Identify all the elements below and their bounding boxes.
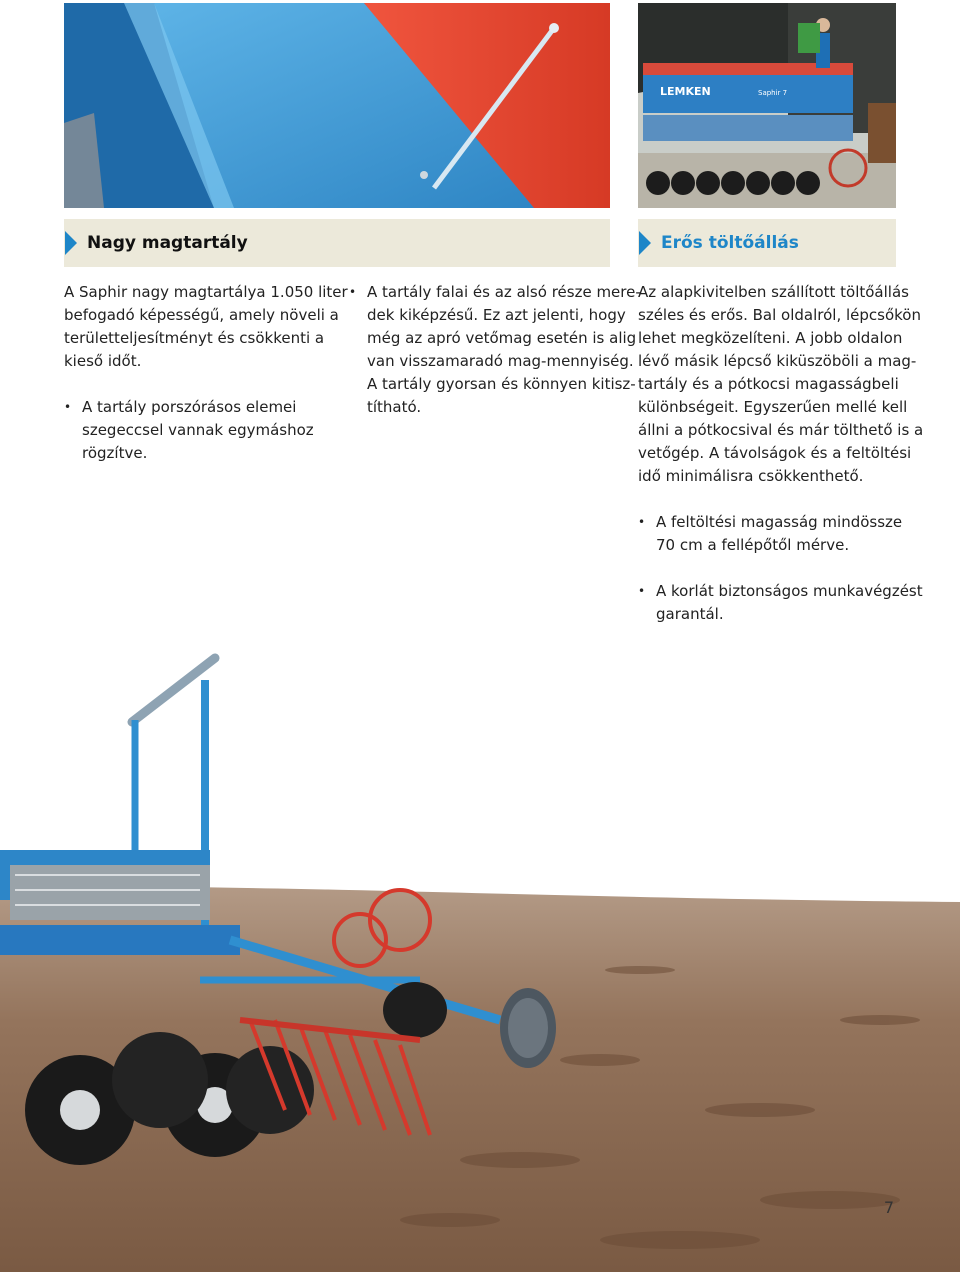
hopper-photo bbox=[64, 3, 610, 208]
hopper-photo-illustration bbox=[64, 3, 610, 208]
loading-platform-photo bbox=[638, 3, 896, 208]
text-column-1 bbox=[64, 281, 348, 465]
intro-paragraph: Az alapkivitelben szállított töltőállás széles és erős. Bal oldalról, lépcsőkön lehet megközelíteni. A jobb oldalon lévő másik lépcső kiküszöböli a mag- tartály és a pótkocsi magasságbeli különbségeit. Egyszerűen mellé kell állni a pótkocsival és már tölthető is a vetőgép. A távolságok és a feltöltési idő minimálisra csökkenthető. bbox=[638, 283, 924, 485]
text-column-2 bbox=[349, 281, 641, 419]
section-title: Nagy magtartály bbox=[87, 233, 248, 253]
triangle-arrow-icon bbox=[639, 231, 651, 255]
bullet-item: • A feltöltési magasság mindössze 70 cm a fellépőtől mérve. bbox=[638, 511, 904, 557]
section-header-seed-hopper bbox=[64, 219, 610, 267]
page-number: 7 bbox=[883, 1198, 894, 1217]
text-column-3 bbox=[638, 281, 924, 626]
intro-paragraph: A Saphir nagy magtartálya 1.050 liter befogadó képességű, amely növeli a területteljesítményt és csökkenti a kieső időt. bbox=[64, 283, 348, 370]
section-header-loading-platform bbox=[638, 219, 896, 267]
section-title: Erős töltőállás bbox=[661, 233, 799, 253]
seed-drill-field-photo bbox=[0, 640, 960, 1272]
bullet-item: • A tartály falai és az alsó része mere- dek kiképzésű. Ez azt jelenti, hogy még az apró vetőmag esetén is alig van visszamaradó mag-mennyiség. A tartály gyorsan és könnyen kitisz- títható. bbox=[349, 281, 611, 419]
loading-platform-illustration bbox=[638, 3, 896, 208]
seed-drill-illustration bbox=[0, 640, 960, 1272]
bullet-item: • A korlát biztonságos munkavégzést garantál. bbox=[638, 580, 904, 626]
lemken-logo: LEMKEN bbox=[660, 85, 711, 98]
saphir-model-label: Saphir 7 bbox=[758, 89, 788, 97]
triangle-arrow-icon bbox=[65, 231, 77, 255]
bullet-item: • A tartály porszórásos elemei szegeccsel vannak egymáshoz rögzítve. bbox=[64, 396, 322, 465]
